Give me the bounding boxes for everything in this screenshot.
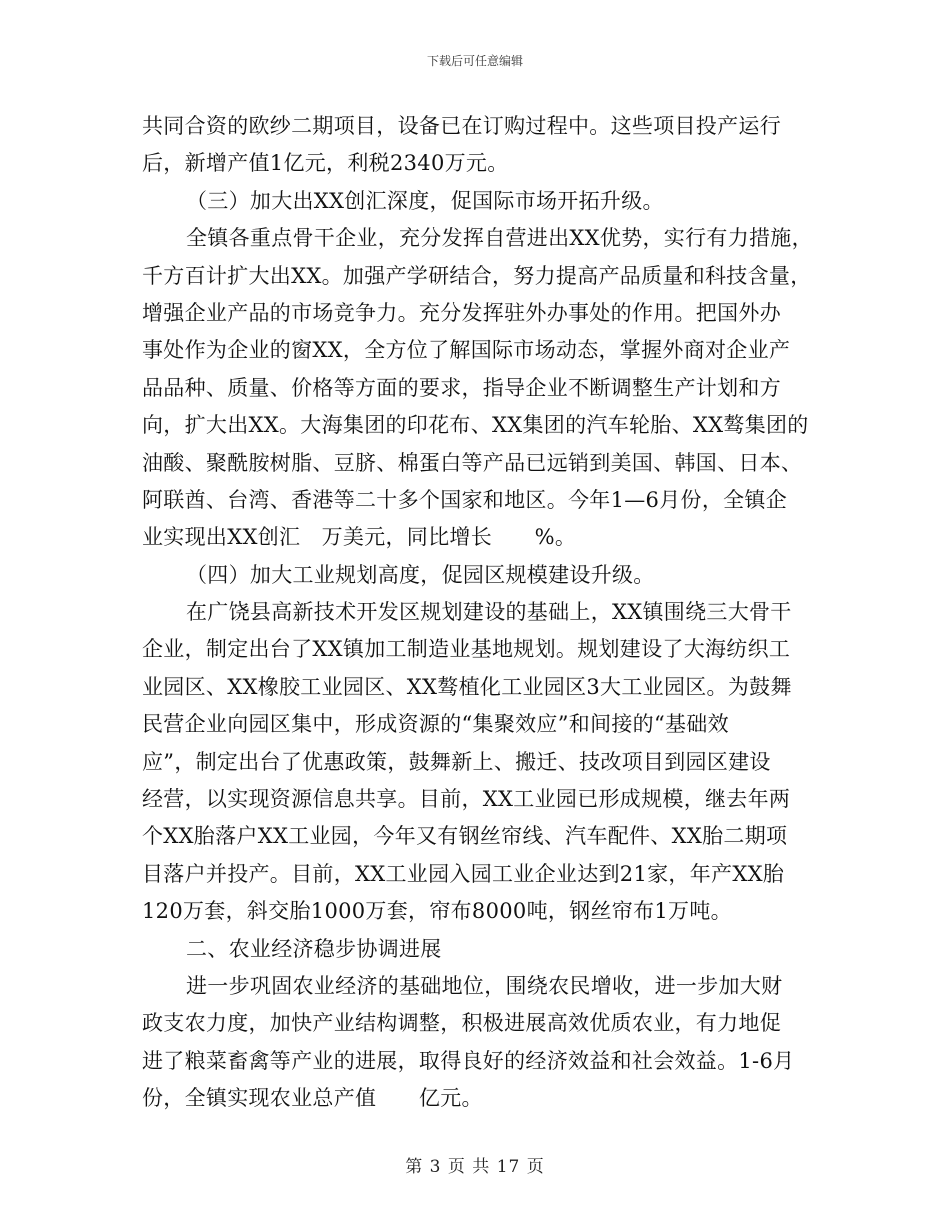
text-line: 份，全镇实现农业总产值 亿元。 <box>142 1086 483 1111</box>
text-line: 目落户并投产。目前，XX工业园入园工业企业达到21家，年产XX胎 <box>142 861 785 886</box>
heading-section-3 <box>142 183 810 220</box>
para-agriculture <box>142 968 810 1118</box>
text-line: 全镇各重点骨干企业，充分发挥自营进出XX优势，实行有力措施， <box>186 226 813 251</box>
page-header: 下载后可任意编辑 <box>426 54 523 68</box>
text-line: 后，新增产值1亿元，利税2340万元。 <box>142 151 509 176</box>
text-line: 企业，制定出台了XX镇加工制造业基地规划。规划建设了大海纺织工 <box>142 637 791 662</box>
text-line: 政支农力度，加快产业结构调整，积极进展高效优质农业，有力地促 <box>142 1011 781 1036</box>
text-line: （三）加大出XX创汇深度，促国际市场开拓升级。 <box>186 188 664 213</box>
text-line: 应”，制定出台了优惠政策，鼓舞新上、搬迁、技改项目到园区建设 <box>142 749 771 774</box>
text-line: 阿联酋、台湾、香港等二十多个国家和地区。今年1—6月份，全镇企 <box>142 487 788 512</box>
text-line: 事处作为企业的窗XX，全方位了解国际市场动态，掌握外商对企业产 <box>142 338 791 363</box>
text-line: 增强企业产品的市场竞争力。充分发挥驻外办事处的作用。把国外办 <box>142 300 781 325</box>
text-line: 油酸、聚酰胺树脂、豆脐、棉蛋白等产品已远销到美国、韩国、日本、 <box>142 450 803 475</box>
text-line: 经营，以实现资源信息共享。目前，XX工业园已形成规模，继去年两 <box>142 787 791 812</box>
text-line: 120万套，斜交胎1000万套，帘布8000吨，钢丝帘布1万吨。 <box>142 899 732 924</box>
text-line: 进一步巩固农业经济的基础地位，围绕农民增收，进一步加大财 <box>186 973 783 998</box>
heading-section-4 <box>142 557 810 594</box>
text-line: 在广饶县高新技术开发区规划建设的基础上，XX镇围绕三大骨干 <box>186 600 792 625</box>
para-industrial-park <box>142 594 810 931</box>
text-line: 民营企业向园区集中，形成资源的“集聚效应”和间接的“基础效 <box>142 712 729 737</box>
text-line: 共同合资的欧纱二期项目，设备已在订购过程中。这些项目投产运行 <box>142 114 781 138</box>
document-body <box>142 108 813 1118</box>
heading-agriculture <box>142 931 810 968</box>
text-line: 进了粮菜畜禽等产业的进展，取得良好的经济效益和社会效益。1-6月 <box>142 1048 795 1073</box>
page-footer: 第 3 页 共 17 页 <box>405 1157 545 1177</box>
text-line: 向，扩大出XX。大海集团的印花布、XX集团的汽车轮胎、XX骜集团的 <box>142 413 809 438</box>
text-line: 二、农业经济稳步协调进展 <box>186 936 442 961</box>
text-line: 业实现出XX创汇 万美元，同比增长 %。 <box>142 525 577 550</box>
para-continuation <box>142 108 810 183</box>
text-line: 个XX胎落户XX工业园，今年又有钢丝帘线、汽车配件、XX胎二期项 <box>142 824 788 849</box>
text-line: （四）加大工业规划高度，促园区规模建设升级。 <box>186 562 655 587</box>
text-line: 千方百计扩大出XX。加强产学研结合，努力提高产品质量和科技含量， <box>142 263 812 288</box>
text-line: 业园区、XX橡胶工业园区、XX骜植化工业园区3大工业园区。为鼓舞 <box>142 674 792 699</box>
text-line: 品品种、质量、价格等方面的要求，指导企业不断调整生产计划和方 <box>142 375 781 400</box>
para-export <box>142 220 813 557</box>
